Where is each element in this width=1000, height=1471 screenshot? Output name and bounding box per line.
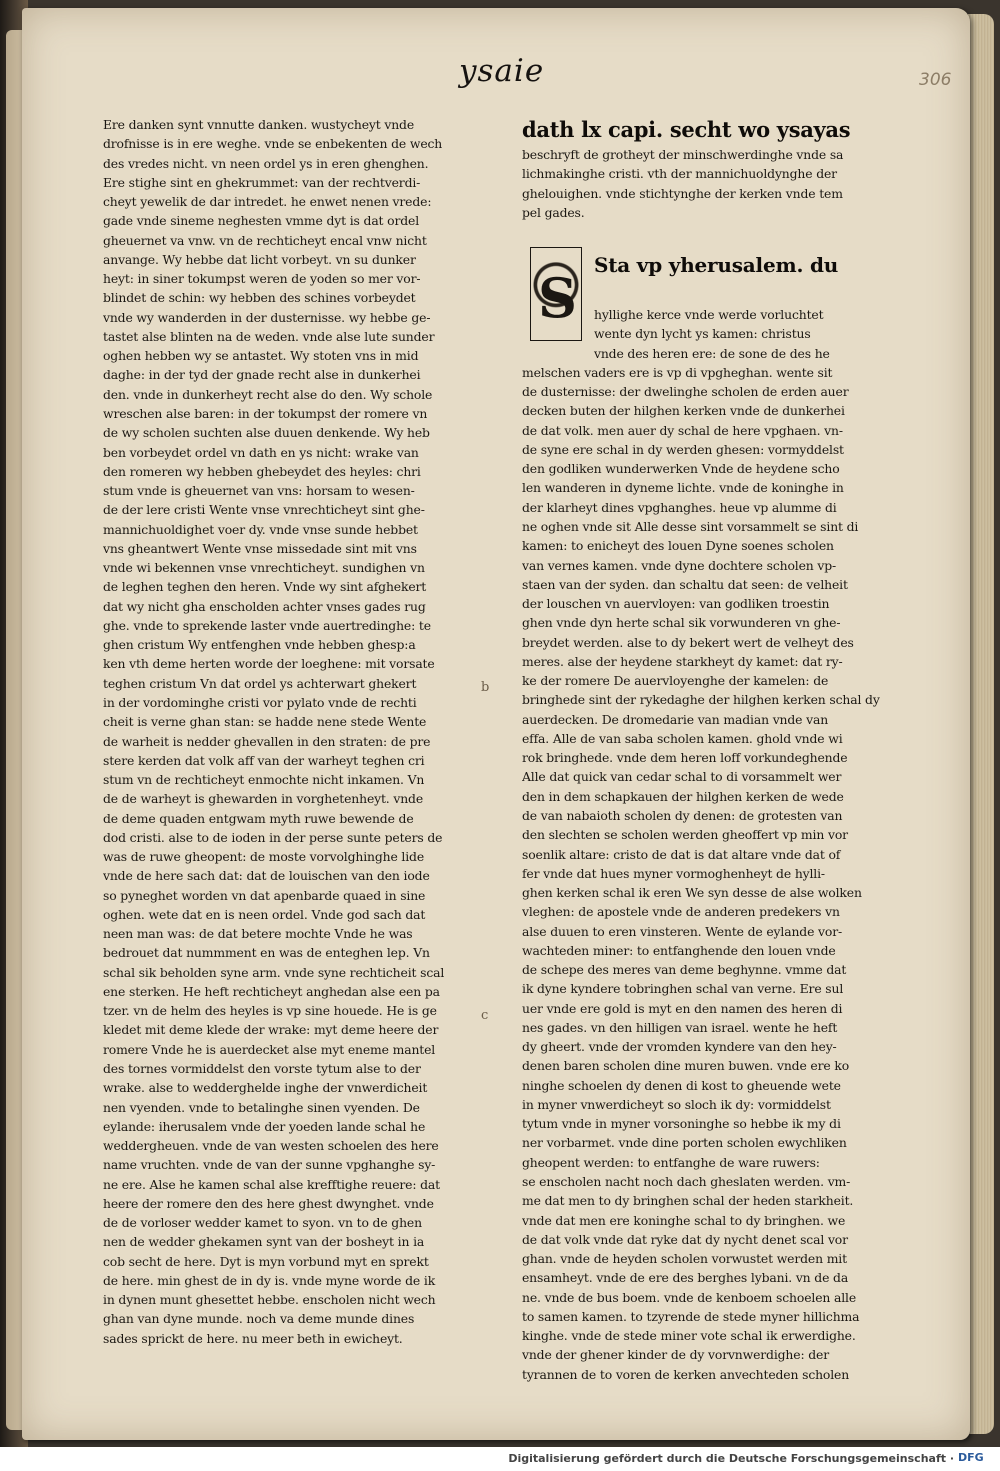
- chapter-summary: [522, 145, 907, 222]
- left-column: [103, 115, 483, 1348]
- text-line: se enscholen nacht noch dach gheslaten werden. vm-: [522, 1174, 851, 1190]
- text-line: ner vorbarmet. vnde dine porten scholen ewychliken: [522, 1135, 847, 1151]
- text-line: auerdecken. De dromedarie van madian vnde van: [522, 711, 829, 727]
- text-line: blindet de schin: wy hebben des schines vorbeydet: [103, 290, 416, 306]
- text-line: neen man was: de dat betere mochte Vnde he was: [103, 926, 413, 942]
- text-line: dod cristi. alse to de ioden in der perse sunte peters de: [103, 829, 443, 845]
- text-line: ghan van dyne munde. noch va deme munde dines: [103, 1311, 415, 1327]
- text-line: so pyneghet worden vn dat apenbarde quaed in sine: [103, 887, 426, 903]
- text-line: ghan. vnde de heyden scholen vorwustet werden mit: [522, 1251, 847, 1267]
- text-line: vnde des heren ere: de sone de des he: [594, 345, 830, 361]
- text-line: vnde dat men ere koninghe schal to dy bringhen. we: [522, 1212, 846, 1228]
- text-line: ne oghen vnde sit Alle desse sint vorsammelt se sint di: [522, 518, 859, 534]
- text-line: de syne ere schal in dy werden ghesen: vormyddelst: [522, 441, 844, 457]
- text-line: decken buten der hilghen kerken vnde de dunkerhei: [522, 403, 845, 419]
- text-line: tytum vnde in myner vorsoninghe so hebbe ik my di: [522, 1116, 841, 1132]
- text-line: denen baren scholen dine muren buwen. vnde ere ko: [522, 1058, 850, 1074]
- text-line: ghe. vnde to sprekende laster vnde auertredinghe: te: [103, 617, 431, 633]
- footer-bar: [0, 1447, 1000, 1471]
- footer-credit: Digitalisierung gefördert durch die Deutsche Forschungsgemeinschaft ·: [508, 1452, 954, 1465]
- text-line: anvange. Wy hebbe dat licht vorbeyt. vn su dunker: [103, 251, 416, 267]
- summary-line: ghelouighen. vnde stichtynghe der kerken vnde tem: [522, 185, 843, 201]
- text-line: oghen hebben wy se antastet. Wy stoten vns in mid: [103, 348, 419, 364]
- text-line: de dat volk vnde dat ryke dat dy nycht denet scal vor: [522, 1231, 848, 1247]
- text-line: ghen vnde dyn herte schal sik vorwunderen vn ghe-: [522, 615, 841, 631]
- margin-mark-c: c: [481, 1008, 489, 1023]
- text-line: vnde de here sach dat: dat de louischen van den iode: [103, 868, 430, 884]
- text-line: ben vorbeydet ordel vn dath en ys nicht: wrake van: [103, 444, 419, 460]
- text-line: staen van der syden. dan schaltu dat seen: de velheit: [522, 576, 848, 592]
- text-line: was de ruwe gheopent: de moste vorvolghinghe lide: [103, 849, 425, 865]
- text-line: ensamheyt. vnde de ere des berghes lybani. vn de da: [522, 1270, 849, 1286]
- decorated-initial: [530, 247, 582, 341]
- text-line: sades sprickt de here. nu meer beth in ewicheyt.: [103, 1330, 403, 1346]
- text-line: kledet mit deme klede der wrake: myt deme heere der: [103, 1022, 439, 1038]
- text-line: schal sik beholden syne arm. vnde syne rechticheit scal: [103, 964, 445, 980]
- text-line: hyllighe kerce vnde werde vorluchtet: [594, 307, 824, 323]
- text-line: ne ere. Alse he kamen schal alse krefftighe reuere: dat: [103, 1176, 441, 1192]
- text-line: ghen cristum Wy entfenghen vnde hebben ghesp:a: [103, 637, 416, 653]
- text-line: stum vn de rechticheyt enmochte nicht inkamen. Vn: [103, 772, 425, 788]
- text-line: melschen vaders ere is vp di vpgheghan. wente sit: [522, 364, 833, 380]
- summary-line: beschryft de grotheyt der minschwerdinghe vnde sa: [522, 147, 844, 162]
- text-line: de schepe des meres van deme beghynne. vmme dat: [522, 962, 847, 978]
- dfg-logo: DFG: [958, 1451, 984, 1464]
- text-line: ke der romere De auervloyenghe der kamelen: de: [522, 673, 829, 689]
- text-line: de warheit is nedder ghevallen in den straten: de pre: [103, 733, 431, 749]
- text-line: heyt: in siner tokumpst weren de yoden so mer vor-: [103, 271, 421, 287]
- book-page: [22, 8, 970, 1440]
- text-line: gheuernet va vnw. vn de rechticheyt encal vnw nicht: [103, 232, 427, 248]
- text-line: de dat volk. men auer dy schal de here vpghaen. vn-: [522, 422, 843, 438]
- text-line: wrake. alse to wedderghelde inghe der vnwerdicheit: [103, 1080, 428, 1096]
- chapter-heading: dath lx capi. secht wo ysayas: [522, 117, 851, 142]
- text-line: tyrannen de to voren de kerken anvechteden scholen: [522, 1366, 850, 1382]
- text-line: in dynen munt ghesettet hebbe. enscholen nicht wech: [103, 1292, 436, 1308]
- text-line: de der lere cristi Wente vnse vnrechticheyt sint ghe-: [103, 502, 425, 518]
- text-line: den slechten se scholen werden gheoffert vp min vor: [522, 827, 848, 843]
- text-line: des tornes vormiddelst den vorste tytum alse to der: [103, 1061, 421, 1077]
- text-line: van vernes kamen. vnde dyne dochtere scholen vp-: [522, 557, 837, 573]
- text-line: de de warheyt is ghewarden in vorghetenheyt. vnde: [103, 791, 424, 807]
- text-line: dy gheert. vnde der vromden kyndere van den hey-: [522, 1039, 837, 1055]
- text-line: vnde wi bekennen vnse vnrechticheyt. sundighen vn: [103, 560, 425, 576]
- text-line: soenlik altare: cristo de dat is dat altare vnde dat of: [522, 846, 841, 862]
- text-line: gade vnde sineme neghesten vmme dyt is dat ordel: [103, 213, 420, 229]
- text-line: de wy scholen suchten alse duuen denkende. Wy heb: [103, 425, 430, 441]
- text-line: eylande: iherusalem vnde der yoeden lande schal he: [103, 1118, 426, 1134]
- text-line: den. vnde in dunkerheyt recht alse do den. Wy schole: [103, 386, 433, 402]
- text-line: daghe: in der tyd der gnade recht alse in dunkerhei: [103, 367, 421, 383]
- folio-number: 306: [919, 70, 952, 90]
- text-line: ken vth deme herten worde der loeghene: mit vorsate: [103, 656, 435, 672]
- text-line: des vredes nicht. vn neen ordel ys in eren ghenghen.: [103, 155, 429, 171]
- text-line: Ere danken synt vnnutte danken. wustycheyt vnde: [103, 117, 415, 132]
- text-line: tastet alse blinten na de weden. vnde alse lute sunder: [103, 328, 435, 344]
- text-line: wreschen alse baren: in der tokumpst der romere vn: [103, 405, 428, 421]
- opening-title: Sta vp yherusalem. du: [594, 253, 839, 278]
- text-line: uer vnde ere gold is myt en den namen des heren di: [522, 1000, 843, 1016]
- text-line: meres. alse der heydene starkheyt dy kamet: dat ry-: [522, 653, 843, 669]
- text-line: cheit is verne ghan stan: se hadde nene stede Wente: [103, 714, 427, 730]
- text-line: den godliken wunderwerken Vnde de heydene scho: [522, 461, 840, 477]
- text-line: vleghen: de apostele vnde de anderen predekers vn: [522, 904, 840, 920]
- text-line: weddergheuen. vnde de van westen schoelen des here: [103, 1138, 439, 1154]
- text-line: dat wy nicht gha enscholden achter vnses gades rug: [103, 598, 426, 614]
- text-line: vnde wy wanderden in der dusternisse. wy hebbe ge-: [103, 309, 431, 325]
- text-line: nes gades. vn den hilligen van israel. wente he heft: [522, 1019, 838, 1035]
- text-line: ninghe schoelen dy denen di kost to gheuende wete: [522, 1077, 841, 1093]
- text-line: stere kerden dat volk aff van der warheyt teghen cri: [103, 752, 425, 768]
- text-line: name vruchten. vnde de van der sunne vpghanghe sy-: [103, 1157, 436, 1173]
- text-line: Alle dat quick van cedar schal to di vorsammelt wer: [522, 769, 842, 785]
- text-line: ghen kerken schal ik eren We syn desse de alse wolken: [522, 885, 862, 901]
- summary-line: pel gades.: [522, 204, 585, 220]
- text-line: tzer. vn de helm des heyles is vp sine houede. He is ge: [103, 1003, 437, 1019]
- text-line: vns gheantwert Wente vnse missedade sint mit vns: [103, 540, 417, 556]
- text-line: der louschen vn auervloyen: van godliken troestin: [522, 596, 830, 612]
- text-line: fer vnde dat hues myner vormoghenheyt de hylli-: [522, 865, 825, 881]
- summary-line: lichmakinghe cristi. vth der mannichuoldynghe der: [522, 166, 837, 182]
- text-line: der klarheyt dines vpghanghes. heue vp alumme di: [522, 499, 837, 515]
- text-line: bedrouet dat nummment en was de enteghen lep. Vn: [103, 945, 430, 961]
- text-line: in myner vnwerdicheyt so sloch ik dy: vormiddelst: [522, 1096, 831, 1112]
- text-line: de de vorloser wedder kamet to syon. vn to de ghen: [103, 1215, 422, 1231]
- text-line: me dat men to dy bringhen schal der heden starkheit.: [522, 1193, 854, 1209]
- text-line: wachteden miner: to entfanghende den louen vnde: [522, 942, 836, 958]
- text-line: len wanderen in dyneme lichte. vnde de koninghe in: [522, 480, 844, 496]
- text-line: gheopent werden: to entfanghe de ware ruwers:: [522, 1154, 820, 1170]
- text-line: mannichuoldighet voer dy. vnde vnse sunde hebbet: [103, 521, 418, 537]
- text-line: nen de wedder ghekamen synt van der bosheyt in ia: [103, 1234, 425, 1250]
- text-line: Ere stighe sint en ghekrummet: van der rechtverdi-: [103, 174, 421, 190]
- text-line: oghen. wete dat en is neen ordel. Vnde god sach dat: [103, 906, 426, 922]
- text-line: den in dem schapkauen der hilghen kerken de wede: [522, 788, 844, 804]
- text-line: bringhede sint der rykedaghe der hilghen kerken schal dy: [522, 692, 880, 708]
- text-line: wente dyn lycht ys kamen: christus: [594, 326, 811, 342]
- text-line: teghen cristum Vn dat ordel ys achterwart ghekert: [103, 675, 417, 691]
- text-line: vnde der ghener kinder de dy vorvnwerdighe: der: [522, 1347, 829, 1363]
- text-line: de van nabaioth scholen dy denen: de grotesten van: [522, 807, 843, 823]
- text-line: alse duuen to eren vinsteren. Wente de eylande vor-: [522, 923, 843, 939]
- text-line: den romeren wy hebben ghebeydet des heyles: chri: [103, 463, 421, 479]
- text-line: cob secht de here. Dyt is myn vorbund myt en sprekt: [103, 1253, 429, 1269]
- text-line: breydet werden. alse to dy bekert wert de velheyt des: [522, 634, 854, 650]
- right-body: [522, 363, 907, 1384]
- text-line: romere Vnde he is auerdecket alse myt eneme mantel: [103, 1041, 436, 1057]
- text-line: ene sterken. He heft rechticheyt anghedan alse een pa: [103, 983, 440, 999]
- text-line: heere der romere den des here ghest dwynghet. vnde: [103, 1195, 434, 1211]
- text-line: to samen kamen. to tzyrende de stede myner hillichma: [522, 1308, 860, 1324]
- text-line: de deme quaden entgwam myth ruwe bewende de: [103, 810, 414, 826]
- text-line: kinghe. vnde de stede miner vote schal ik erwerdighe.: [522, 1328, 856, 1344]
- initial-letter: S: [538, 266, 577, 331]
- running-head: ysaie: [459, 53, 545, 89]
- text-line: stum vnde is gheuernet van vns: horsam to wesen-: [103, 483, 415, 499]
- text-line: rok bringhede. vnde dem heren loff vorkundeghende: [522, 750, 848, 766]
- right-column: [522, 115, 907, 1384]
- page-stack-edge: [968, 14, 994, 1434]
- text-line: in der vordominghe cristi vor pylato vnde de rechti: [103, 694, 417, 710]
- text-line: de here. min ghest de in dy is. vnde myne worde de ik: [103, 1272, 436, 1288]
- text-line: ne. vnde de bus boem. vnde de kenboem schoelen alle: [522, 1289, 857, 1305]
- text-line: effa. Alle de van saba scholen kamen. ghold vnde wi: [522, 730, 843, 746]
- text-line: kamen: to enicheyt des louen Dyne soenes scholen: [522, 538, 834, 554]
- margin-mark-b: b: [481, 680, 490, 695]
- text-line: nen vyenden. vnde to betalinghe sinen vyenden. De: [103, 1099, 420, 1115]
- text-line: ik dyne kyndere tobringhen schal van verne. Ere sul: [522, 981, 844, 997]
- text-line: drofnisse is in ere weghe. vnde se enbekenten de wech: [103, 136, 443, 152]
- text-line: cheyt yewelik de dar intredet. he enwet nenen vrede:: [103, 194, 432, 210]
- text-line: de leghen teghen den heren. Vnde wy sint afghekert: [103, 579, 427, 595]
- text-line: de dusternisse: der dwelinghe scholen de erden auer: [522, 384, 849, 400]
